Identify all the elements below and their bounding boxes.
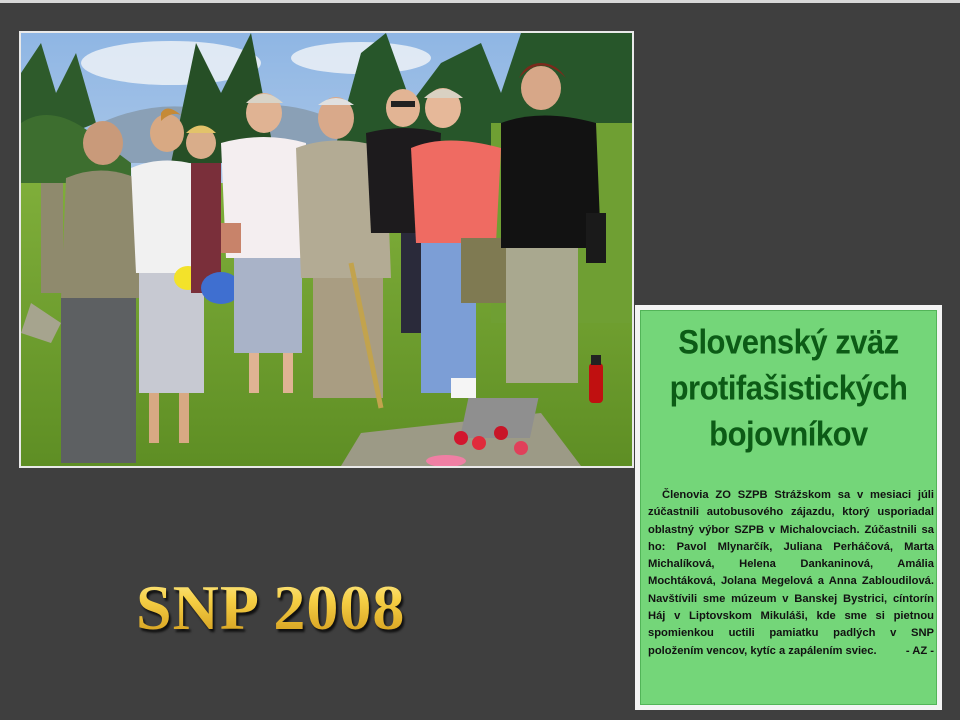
headline-line-2: protifašistických (669, 368, 908, 408)
article-body: Členovia ZO SZPB Strážskom sa v mesiaci júli zúčastnili autobusového zájazdu, ktorý usporiadal oblastný výbor SZPB v Michalovciach. Zúčastnili sa ho: Pavol Mlynarčík, Juliana Perháčová, Marta Michalíková, Helena Dankaninová, Amália Mochtáková, Jolana Megelová a Anna Zabloudilová. Navštívili sme múzeum v Banskej Bystrici, cíntorín Háj v Liptovskom Mikuláši, kde sme si pietnou spomienkou uctili pamiatku padlých v SNP položením vencov, kytíc a zapálením sviec. (648, 489, 934, 657)
article-signature: - AZ - (905, 644, 934, 657)
group-photo-image (21, 33, 632, 466)
headline-line-1: Slovenský zväz (678, 322, 899, 362)
headline-line-3: bojovníkov (709, 414, 868, 454)
top-edge-bar (0, 0, 960, 3)
clipping-article (648, 487, 934, 660)
group-photo (19, 31, 634, 468)
slide-title: SNP 2008 (136, 568, 496, 648)
newspaper-clipping (635, 305, 942, 710)
clipping-headline (641, 319, 936, 457)
clipping-panel (640, 310, 937, 705)
